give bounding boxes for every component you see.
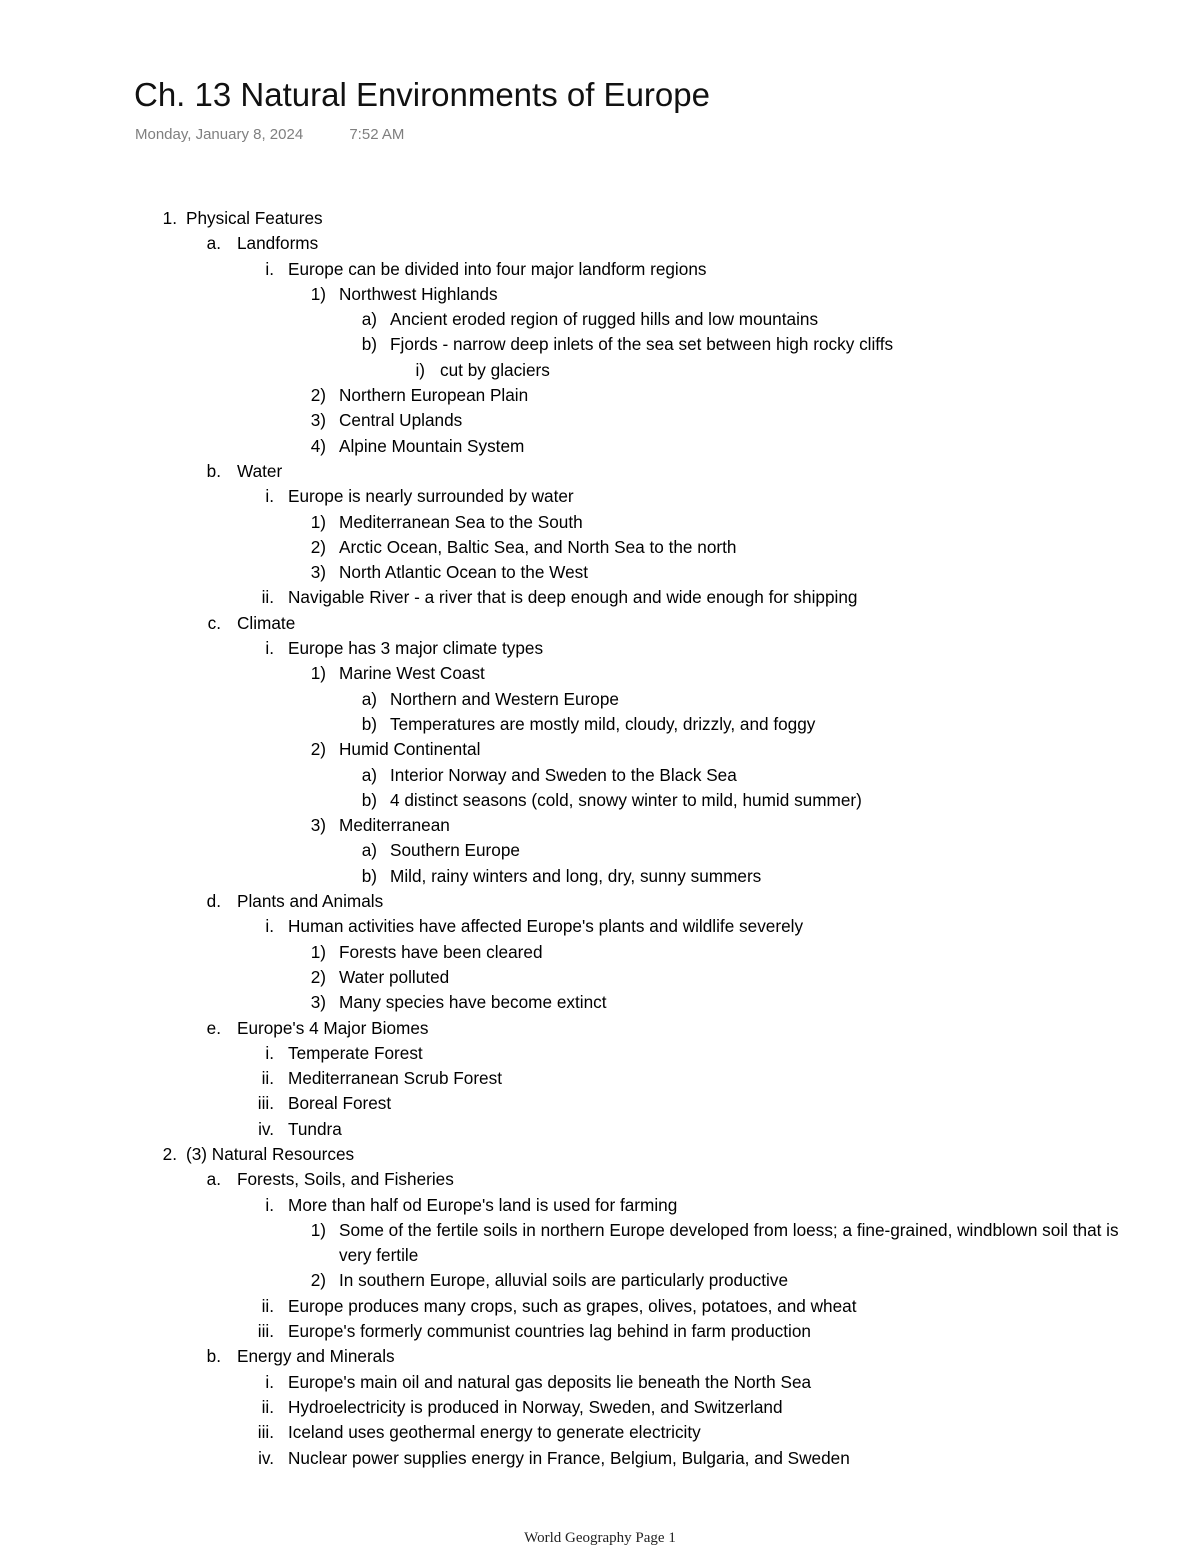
- outline-item: [0, 307, 1200, 332]
- outline-item: [0, 560, 1200, 585]
- outline-marker: i): [415, 359, 425, 380]
- outline-marker: d.: [206, 891, 221, 912]
- outline-text: Mild, rainy winters and long, dry, sunny summers: [390, 865, 762, 886]
- outline-text: Central Uplands: [339, 410, 463, 431]
- outline-text: Europe produces many crops, such as grapes, olives, potatoes, and wheat: [288, 1295, 857, 1316]
- outline-marker: i.: [265, 258, 274, 279]
- outline-item: [0, 712, 1200, 737]
- outline-item: [0, 1395, 1200, 1420]
- outline-text: Temperate Forest: [288, 1042, 423, 1063]
- outline-text: Ancient eroded region of rugged hills and low mountains: [390, 309, 819, 330]
- outline-text: Northern and Western Europe: [390, 688, 619, 709]
- outline-item: [0, 990, 1200, 1015]
- outline-text: Water: [237, 460, 283, 481]
- outline-text: Northwest Highlands: [339, 283, 498, 304]
- outline-marker: b.: [206, 1346, 221, 1367]
- outline-marker: i.: [265, 1042, 274, 1063]
- outline-text: Forests, Soils, and Fisheries: [237, 1169, 454, 1190]
- outline-text: North Atlantic Ocean to the West: [339, 562, 589, 583]
- outline-text: Forests have been cleared: [339, 941, 543, 962]
- outline-text: Mediterranean Scrub Forest: [288, 1068, 502, 1089]
- outline-marker: ii.: [261, 587, 274, 608]
- outline-item: [0, 1041, 1200, 1066]
- outline-text: More than half od Europe's land is used for farming: [288, 1194, 678, 1215]
- outline-marker: e.: [206, 1017, 221, 1038]
- outline-item: [0, 965, 1200, 990]
- outline-marker: a.: [206, 1169, 221, 1190]
- outline-text: Boreal Forest: [288, 1093, 392, 1114]
- outline-item: [0, 1268, 1200, 1293]
- outline-text: Europe's formerly communist countries lag behind in farm production: [288, 1321, 811, 1342]
- outline-marker: 2): [310, 966, 326, 987]
- outline-marker: b): [361, 789, 377, 810]
- outline-text: Human activities have affected Europe's plants and wildlife severely: [288, 916, 804, 937]
- outline-marker: i.: [265, 916, 274, 937]
- outline-marker: 3): [310, 992, 326, 1013]
- page-date: Monday, January 8, 2024: [135, 126, 304, 143]
- outline-text: Marine West Coast: [339, 663, 485, 684]
- outline-text: Europe's main oil and natural gas deposits lie beneath the North Sea: [288, 1371, 812, 1392]
- outline-item: [0, 636, 1200, 661]
- outline-marker: 4): [310, 435, 326, 456]
- outline-item: [0, 1370, 1200, 1395]
- outline-item: [0, 1016, 1200, 1041]
- outline-text: Energy and Minerals: [237, 1346, 395, 1367]
- outline-marker: a): [361, 840, 377, 861]
- outline-item: [0, 1167, 1200, 1192]
- outline-marker: ii.: [261, 1295, 274, 1316]
- outline-text: Climate: [237, 612, 296, 633]
- outline-item: [0, 434, 1200, 459]
- outline-text: Physical Features: [186, 208, 323, 228]
- outline-marker: iii.: [257, 1321, 274, 1342]
- outline-text: Hydroelectricity is produced in Norway, Sweden, and Switzerland: [288, 1396, 783, 1417]
- outline-item: [0, 687, 1200, 712]
- outline-item: [0, 1420, 1200, 1445]
- outline-text: Alpine Mountain System: [339, 435, 525, 456]
- outline-text: In southern Europe, alluvial soils are particularly productive: [339, 1270, 789, 1291]
- outline-item: [0, 763, 1200, 788]
- outline-marker: a.: [206, 233, 221, 254]
- outline-text: Mediterranean: [339, 815, 450, 836]
- outline-item: [0, 661, 1200, 686]
- outline-marker: ii.: [261, 1396, 274, 1417]
- outline-item: [0, 1066, 1200, 1091]
- outline-item: [0, 813, 1200, 838]
- outline-text: Southern Europe: [390, 840, 520, 861]
- outline-marker: 3): [310, 815, 326, 836]
- outline-marker: iv.: [258, 1447, 274, 1468]
- outline-item: [0, 737, 1200, 762]
- outline-marker: a): [361, 309, 377, 330]
- outline-marker: a): [361, 764, 377, 785]
- outline-marker: a): [361, 688, 377, 709]
- outline-text: Humid Continental: [339, 739, 481, 760]
- outline-item: [0, 1446, 1200, 1471]
- outline-marker: 2): [310, 536, 326, 557]
- page-title: Ch. 13 Natural Environments of Europe: [134, 76, 710, 113]
- outline-item: [0, 889, 1200, 914]
- outline-text: Europe has 3 major climate types: [288, 638, 544, 659]
- outline-item: [0, 585, 1200, 610]
- outline-marker: b): [361, 865, 377, 886]
- outline-marker: i.: [265, 486, 274, 507]
- outline-marker: 2): [310, 1270, 326, 1291]
- outline-item: [0, 914, 1200, 939]
- outline-text: Northern European Plain: [339, 385, 529, 406]
- outline-text: Landforms: [237, 233, 319, 254]
- outline-item: [0, 864, 1200, 889]
- outline-text: Nuclear power supplies energy in France, Belgium, Bulgaria, and Sweden: [288, 1447, 850, 1468]
- page-meta: [135, 126, 404, 143]
- outline-marker: i.: [265, 638, 274, 659]
- outline-item: [0, 408, 1200, 433]
- outline-marker: 1): [310, 663, 326, 684]
- outline-marker: b): [361, 334, 377, 355]
- outline-item: [0, 940, 1200, 965]
- outline-item: [0, 510, 1200, 535]
- outline-marker: 1): [310, 941, 326, 962]
- outline-text: Europe's 4 Major Biomes: [237, 1017, 429, 1038]
- outline-marker: 2.: [162, 1143, 177, 1164]
- outline-text: Tundra: [288, 1118, 342, 1139]
- page-footer: World Geography Page 1: [524, 1530, 676, 1546]
- outline-text: 4 distinct seasons (cold, snowy winter to mild, humid summer): [390, 789, 862, 810]
- outline-text: Temperatures are mostly mild, cloudy, drizzly, and foggy: [390, 713, 816, 734]
- outline-text: Europe is nearly surrounded by water: [288, 486, 574, 507]
- outline-item: [0, 206, 1200, 231]
- outline-item: [0, 1142, 1200, 1167]
- outline-item: [0, 1117, 1200, 1142]
- outline-marker: b.: [206, 460, 221, 481]
- outline-text: (3) Natural Resources: [186, 1143, 355, 1164]
- outline-marker: i.: [265, 1194, 274, 1215]
- outline-marker: 1): [310, 1219, 326, 1240]
- outline-text: Arctic Ocean, Baltic Sea, and North Sea to the north: [339, 536, 737, 557]
- outline-item: [0, 484, 1200, 509]
- outline-marker: 1.: [162, 208, 177, 228]
- outline-text: Many species have become extinct: [339, 992, 607, 1013]
- outline-marker: 2): [310, 385, 326, 406]
- page-time: 7:52 AM: [349, 126, 405, 143]
- outline-text: Europe can be divided into four major landform regions: [288, 258, 707, 279]
- outline-marker: b): [361, 713, 377, 734]
- outline-item: [0, 611, 1200, 636]
- outline-item: [0, 282, 1200, 307]
- outline-marker: iii.: [257, 1093, 274, 1114]
- outline-marker: iii.: [257, 1422, 274, 1443]
- outline-marker: ii.: [261, 1068, 274, 1089]
- outline-marker: 1): [310, 283, 326, 304]
- outline-item: [0, 257, 1200, 282]
- outline-item: [0, 1218, 1200, 1269]
- outline-item: [0, 788, 1200, 813]
- outline-text: Plants and Animals: [237, 891, 384, 912]
- outline-text: Mediterranean Sea to the South: [339, 511, 583, 532]
- outline-item: [0, 383, 1200, 408]
- outline-text: Fjords - narrow deep inlets of the sea set between high rocky cliffs: [390, 334, 894, 355]
- outline-marker: i.: [265, 1371, 274, 1392]
- outline-item: [0, 1344, 1200, 1369]
- outline-text: Navigable River - a river that is deep enough and wide enough for shipping: [288, 587, 858, 608]
- outline-marker: c.: [207, 612, 221, 633]
- outline-marker: iv.: [258, 1118, 274, 1139]
- outline-item: [0, 231, 1200, 256]
- outline-text: Interior Norway and Sweden to the Black Sea: [390, 764, 737, 785]
- notes-outline: [0, 206, 1200, 1471]
- outline-item: [0, 1091, 1200, 1116]
- outline-text: Iceland uses geothermal energy to generate electricity: [288, 1422, 701, 1443]
- outline-text: Water polluted: [339, 966, 450, 987]
- outline-item: [0, 1193, 1200, 1218]
- outline-item: [0, 1319, 1200, 1344]
- outline-text: cut by glaciers: [440, 359, 550, 380]
- outline-item: [0, 535, 1200, 560]
- outline-marker: 3): [310, 410, 326, 431]
- outline-marker: 2): [310, 739, 326, 760]
- outline-item: [0, 838, 1200, 863]
- outline-item: [0, 459, 1200, 484]
- outline-text: Some of the fertile soils in northern Europe developed from loess; a fine-grained, windblown soil that is very fertile: [339, 1219, 1119, 1266]
- outline-item: [0, 332, 1200, 357]
- outline-marker: 1): [310, 511, 326, 532]
- outline-item: [0, 358, 1200, 383]
- outline-marker: 3): [310, 562, 326, 583]
- outline-item: [0, 1294, 1200, 1319]
